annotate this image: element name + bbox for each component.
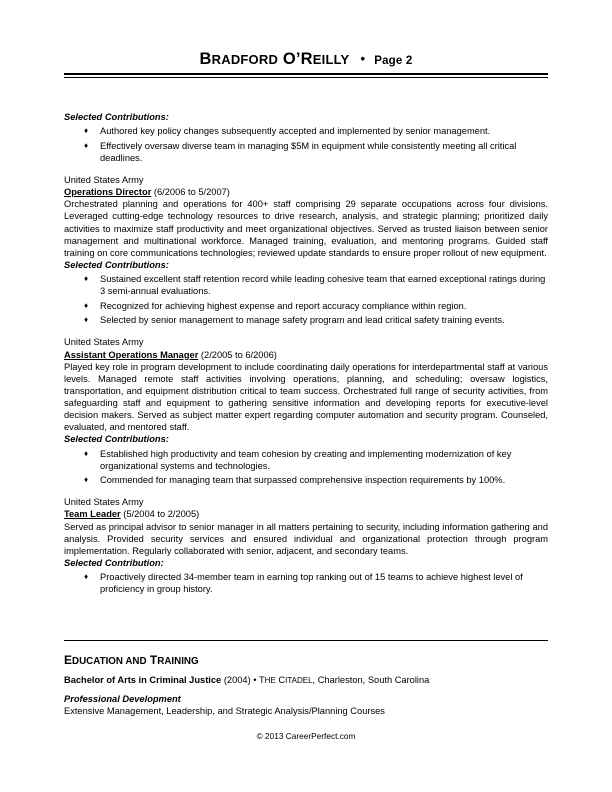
- job-description: Played key role in program development to include coordinating daily operations for interdepartmental staff at various levels. Managed remote staff activities involving operations, planning, and scheduling; oversaw logistics, transportation, and equipment distribution critical to team success. Orchestrated full range of security activities, from safeguarding staff and equipment to gathering sensitive information and developing reports for executive-level decision makers. Served as subject matter expert regarding computer automation and security program. Counseled, evaluated, and mentored staff.: [64, 361, 548, 433]
- header-separator: •: [360, 51, 366, 66]
- name-last-initial: O’R: [282, 50, 313, 68]
- list-item: ♦ Selected by senior management to manage safety program and lead critical safety training events.: [84, 315, 505, 326]
- job-title: Operations Director: [64, 187, 152, 198]
- list-item: ♦ Sustained excellent staff retention record while leading cohesive team that earned exceptional ratings during 3 semi-annual evaluations.: [84, 274, 546, 297]
- list-item: ♦ Authored key policy changes subsequently accepted and implemented by senior management.: [84, 126, 491, 137]
- diamond-bullet-icon: ♦: [84, 475, 89, 485]
- diamond-bullet-icon: ♦: [84, 448, 89, 458]
- contributions-list: [64, 571, 548, 595]
- diamond-bullet-icon: ♦: [84, 300, 89, 310]
- job-title-line: [64, 349, 548, 361]
- job-title-line: [64, 186, 548, 198]
- list-item: ♦ Established high productivity and team cohesion by creating and implementing modernization of key organizational systems and technologies.: [84, 448, 512, 471]
- employer-name: United States Army: [64, 497, 144, 508]
- school-name: THE CITADEL: [258, 675, 313, 686]
- education-section: [64, 654, 548, 717]
- contributions-list: [64, 273, 548, 326]
- contributions-label: Selected Contributions:: [64, 259, 169, 270]
- job-dates: (2/2005 to 6/2006): [200, 349, 277, 360]
- job-title: Team Leader: [64, 509, 121, 520]
- degree-year: (2004): [223, 675, 251, 686]
- header-rule-thick: [64, 73, 548, 75]
- diamond-bullet-icon: ♦: [84, 126, 89, 136]
- professional-development-text: Extensive Management, Leadership, and Strategic Analysis/Planning Courses: [64, 706, 385, 717]
- education-heading: EDUCATION AND TRAINING: [64, 653, 199, 667]
- job-title-line: [64, 508, 548, 520]
- job-title: Assistant Operations Manager: [64, 349, 199, 360]
- degree-line: [64, 674, 548, 687]
- degree-separator: •: [253, 675, 257, 686]
- degree-name: Bachelor of Arts in Criminal Justice: [64, 675, 222, 686]
- list-item: ♦ Commended for managing team that surpassed comprehensive inspection requirements by 100%.: [84, 475, 506, 486]
- page-number: Page 2: [374, 55, 413, 67]
- job-dates: (6/2006 to 5/2007): [153, 187, 230, 198]
- list-item: ♦ Effectively oversaw diverse team in managing $5M in equipment while consistently meeting all critical deadlines.: [84, 140, 517, 164]
- employer-name: United States Army: [64, 337, 144, 348]
- job-description: Orchestrated planning and operations for 400+ staff comprising 29 separate occupations across four divisions. Leveraged cutting-edge technology resources to drive research, analysis, and strategic planning; prioritized daily activities to maximize staff productivity and meet organizational objectives. Served as trusted liaison between senior management and multinational workforce. Managed training, evaluation, and mentoring programs. Guided staff training on core communications technologies; reviewed update standards to ensure proper rollout of new equipment.: [64, 199, 548, 258]
- contributions-list: [64, 125, 548, 164]
- name-last-rest: EILLY: [312, 52, 350, 67]
- employer-name: United States Army: [64, 175, 144, 186]
- contributions-label: Selected Contribution:: [64, 557, 164, 568]
- list-item: ♦ Proactively directed 34-member team in earning top ranking out of 15 teams to achieve highest level of proficiency in group history.: [84, 572, 523, 595]
- page-header: [0, 50, 612, 69]
- job-dates: (5/2004 to 2/2005): [123, 509, 200, 520]
- diamond-bullet-icon: ♦: [84, 572, 89, 582]
- school-location: , Charleston, South Carolina: [312, 675, 430, 686]
- diamond-bullet-icon: ♦: [84, 315, 89, 325]
- diamond-bullet-icon: ♦: [84, 274, 89, 284]
- experience-section: [64, 111, 548, 596]
- contributions-list: [64, 448, 548, 487]
- section-divider: [64, 640, 548, 641]
- contributions-label: Selected Contributions:: [64, 112, 169, 122]
- contributions-label: Selected Contributions:: [64, 434, 169, 445]
- diamond-bullet-icon: ♦: [84, 140, 89, 150]
- name-first-initial: B: [199, 50, 212, 68]
- name-first-rest: RADFORD: [211, 52, 279, 67]
- professional-development-label: Professional Development: [64, 694, 181, 705]
- list-item: ♦ Recognized for achieving highest expense and report accuracy compliance within region.: [84, 300, 467, 311]
- job-description: Served as principal advisor to senior manager in all matters pertaining to security, including information gathering and analysis. Provided security services and ensured individual and organizational protection through program implementation. Regularly collaborated with senior, adjacent, and secondary teams.: [64, 521, 548, 556]
- header-rule-thin: [64, 77, 548, 78]
- copyright-footer: © 2013 CareerPerfect.com: [256, 731, 356, 741]
